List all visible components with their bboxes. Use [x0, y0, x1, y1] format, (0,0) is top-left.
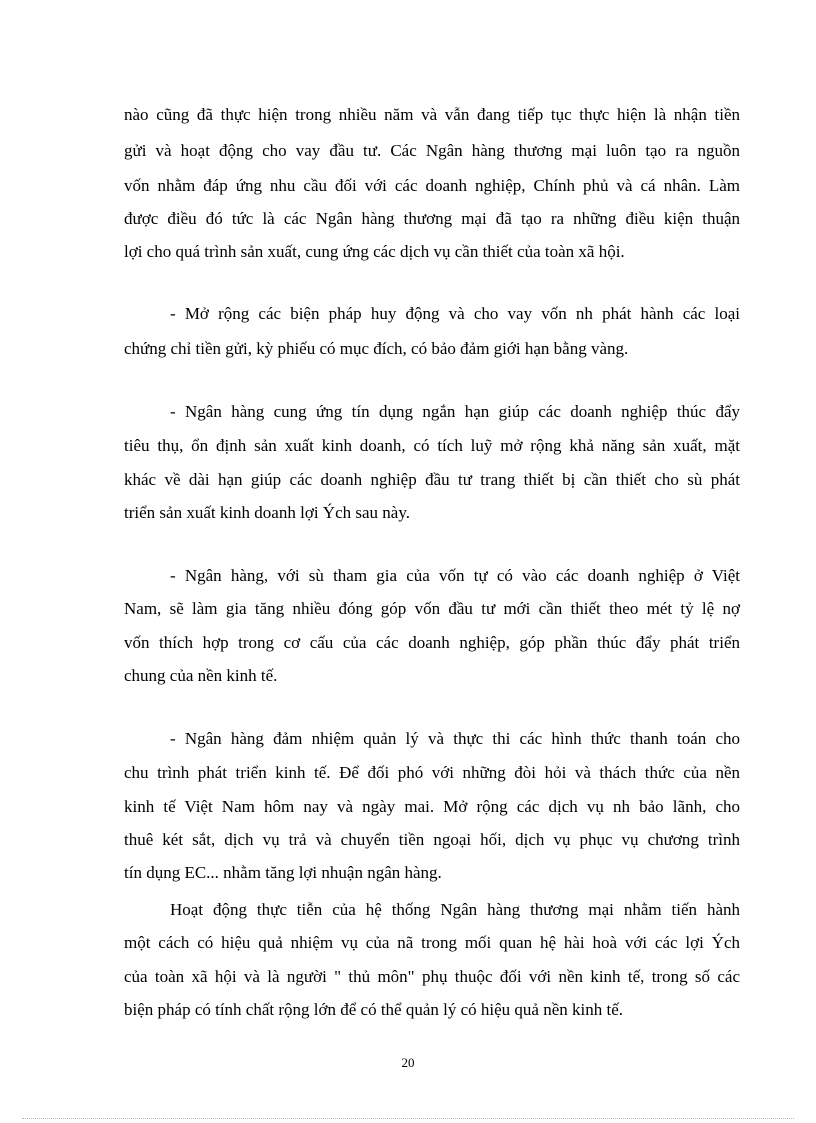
text-line: Nam, sẽ làm gia tăng nhiều đóng góp vốn đầu tư mới cần thiết theo mét tỷ lệ nợ [124, 599, 740, 618]
text-line: biện pháp có tính chất rộng lớn để có thể quản lý có hiệu quả nền kinh tế. [124, 1000, 624, 1019]
text-line: của toàn xã hội và là người " thủ môn" phụ thuộc đối với nền kinh tế, trong số các [124, 967, 740, 986]
text-line: nào cũng đã thực hiện trong nhiều năm và vẫn đang tiếp tục thực hiện là nhận tiền [124, 105, 740, 124]
text-line: gửi và hoạt động cho vay đầu tư. Các Ngân hàng thương mại luôn tạo ra nguồn [124, 141, 740, 160]
text-line: được điều đó tức là các Ngân hàng thương mại đã tạo ra những điều kiện thuận [124, 209, 740, 228]
text-line: chung của nền kinh tế. [124, 666, 278, 685]
text-line: kinh tế Việt Nam hôm nay và ngày mai. Mở rộng các dịch vụ nh bảo lãnh, cho [124, 797, 740, 816]
text-line: - Mở rộng các biện pháp huy động và cho vay vốn nh phát hành các loại [170, 304, 740, 323]
text-line: tiêu thụ, ổn định sản xuất kinh doanh, có tích luỹ mở rộng khả năng sản xuất, mặt [124, 436, 740, 455]
page-break-divider [22, 1118, 794, 1119]
text-line: vốn thích hợp trong cơ cấu của các doanh nghiệp, góp phần thúc đẩy phát triển [124, 633, 740, 652]
text-line: - Ngân hàng đảm nhiệm quản lý và thực thi các hình thức thanh toán cho [170, 729, 740, 748]
text-line: - Ngân hàng, với sù tham gia của vốn tự có vào các doanh nghiệp ở Việt [170, 566, 740, 585]
text-line: một cách có hiệu quả nhiệm vụ của nã trong mối quan hệ hài hoà với các lợi Ých [124, 933, 740, 952]
text-line: Hoạt động thực tiễn của hệ thống Ngân hàng thương mại nhằm tiến hành [170, 900, 740, 919]
text-line: thuê két sắt, dịch vụ trả và chuyển tiền ngoại hối, dịch vụ phục vụ chương trình [124, 830, 740, 849]
text-line: chứng chỉ tiền gửi, kỳ phiếu có mục đích, có bảo đảm giới hạn bằng vàng. [124, 339, 629, 358]
text-line: khác về dài hạn giúp các doanh nghiệp đầu tư trang thiết bị cần thiết cho sù phát [124, 470, 740, 489]
text-line: tín dụng EC... nhằm tăng lợi nhuận ngân hàng. [124, 863, 442, 882]
text-line: triển sản xuất kinh doanh lợi Ých sau này. [124, 503, 410, 522]
text-line: vốn nhằm đáp ứng nhu cầu đối với các doanh nghiệp, Chính phủ và cá nhân. Làm [124, 176, 740, 195]
text-line: - Ngân hàng cung ứng tín dụng ngắn hạn giúp các doanh nghiệp thúc đẩy [170, 402, 740, 421]
text-line: lợi cho quá trình sản xuất, cung ứng các dịch vụ cần thiết của toàn xã hội. [124, 242, 625, 261]
text-line: chu trình phát triển kinh tế. Để đối phó với những đòi hỏi và thách thức của nền [124, 763, 740, 782]
page-number: 20 [401, 1055, 415, 1070]
